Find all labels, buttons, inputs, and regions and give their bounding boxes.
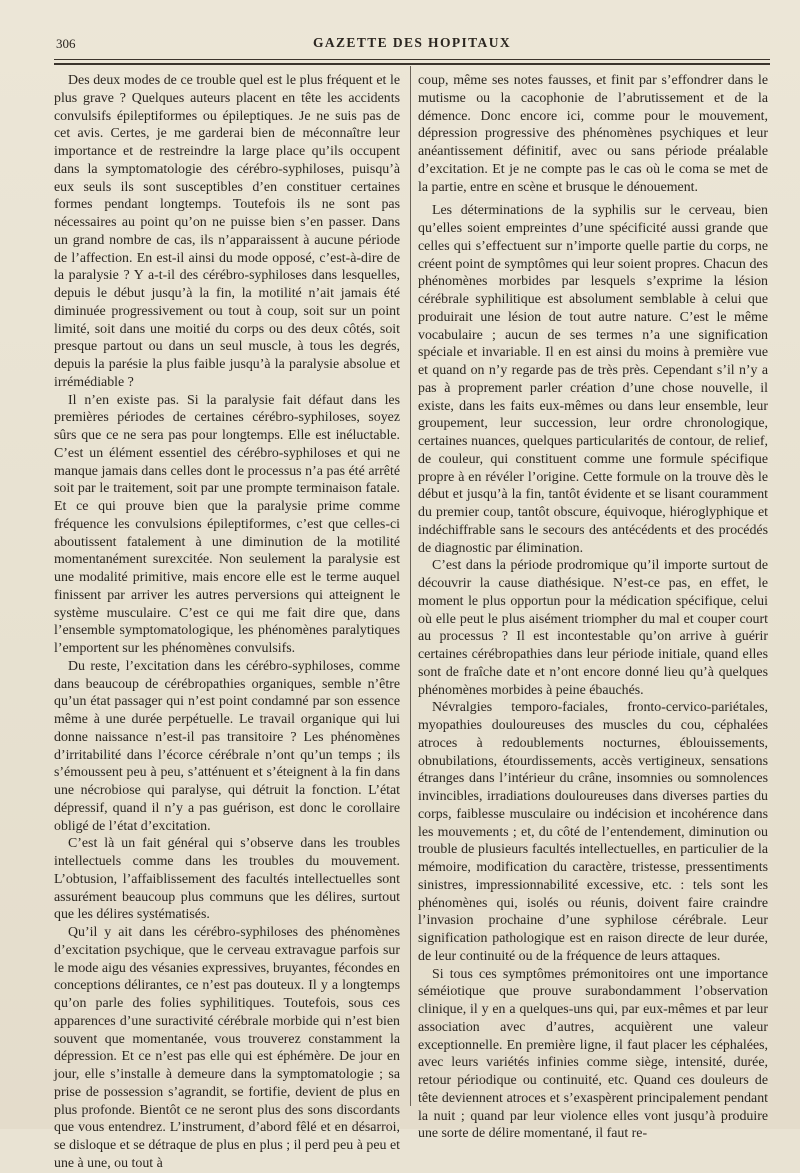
left-column — [54, 72, 400, 1171]
page-number: 306 — [56, 36, 76, 51]
paragraph: Il n’en existe pas. Si la paralysie fait défaut dans les premières périodes de certaines cérébro-syphiloses, soyez sûrs que ce ne sera pas pour longtemps. Elle est inéluctable. C’est un élément essentiel des cérébro-syphiloses et qui ne manque jamais dans celles dont le processus n’a pas été arrêté soit par le traitement, soit par une prompte terminaison fatale. Et ce qui prouve bien que la paralysie prime comme fréquence les convulsions épileptiformes, c’est que celles-ci aboutissent fatalement à une diminution de la motilité momentanément surexcitée. Non seulement la paralysie est une modalité primitive, mais encore elle est le terme auquel finissent par arriver les autres perversions qui atteignent le système musculaire. C’est ce qui me fait dire que, dans l’ensemble symptomatologique, les phénomènes paralytiques l’emportent sur les phénomènes convulsifs. — [54, 392, 400, 656]
journal-title: GAZETTE DES HOPITAUX — [312, 35, 512, 50]
paragraph: coup, même ses notes fausses, et finit par s’effondrer dans le mutisme ou la cacophonie de l’abrutissement et de la démence. Donc encore ici, comme pour le mouvement, dépression progressive des phénomènes psychiques et leur anéantissement définitif, avec ou sans période préalable d’excitation. Et je ne compte pas le cas où le coma se met de la partie, entre en scène et brusque le dénouement. — [418, 73, 768, 195]
paragraph: Les déterminations de la syphilis sur le cerveau, bien qu’elles soient empreintes d’une spécificité aussi grande que celles qui s’effectuent sur n’importe quelle partie du corps, ne créent point de symptômes qui leur soient propres. Chacun des phénomènes morbides par lesquels s’exprime la lésion cérébrale syphilitique est absolument semblable à celui que produirait une lésion de tout autre nature. C’est le même vocabulaire ; aucun de ses termes n’a une signification spéciale et invariable. Il en est ainsi du moins à première vue et quand on n’y regarde pas de très près. Cependant s’il n’y a pas à proprement parler création d’une chose nouvelle, il existe, dans les faits eux-mêmes ou dans leur ensemble, leur groupement, leur succession, leur ordre chronologique, certaines nuances, quelques particularités de contour, de relief, de couleur, qui constituent comme une formule spécifique propre à en révéler l’origine. Cette formule on la trouve dès le début et jusqu’à la fin, tantôt évidente et se lisant couramment du premier coup, tantôt obscure, équivoque, hiéroglyphique et indéchiffrable sans le secours des antécédents et des procédés de diagnostic par élimination. — [418, 203, 768, 556]
right-column — [418, 72, 768, 1142]
paragraph: Névralgies temporo-faciales, fronto-cervico-pariétales, myopathies douloureuses des muscles du cou, céphalées atroces à redoublements nocturnes, éblouissements, obnubilations, étourdissements, accès vertigineux, sensations étranges dans l’intérieur du crâne, insomnies ou somnolences invincibles, irradiations douloureuses dans diverses parties du corps, faiblesse musculaire ou indécision et incohérence dans les mouvements ; et, du côté de l’entendement, diminution ou trouble de plusieurs facultés intellectuelles, en particulier de la mémoire, modification du caractère, tristesse, pressentiments sinistres, impressionnabilité excessive, etc. : tels sont les phénomènes qui, isolés ou réunis, doivent faire craindre l’invasion prochaine d’une syphilose cérébrale. Leur signification pathologique est en raison directe de leur durée, de leur continuité ou de la fréquence de leurs attaques. — [418, 700, 768, 964]
header-rule-double — [54, 63, 770, 65]
paragraph: Si tous ces symptômes prémonitoires ont une importance séméiotique que prouve surabondamment l’observation clinique, il y en a quelques-uns qui, par eux-mêmes et par leur association avec d’autres, acquièrent une valeur exceptionnelle. En première ligne, il faut placer les céphalées, avec leurs variétés infinies comme siège, intensité, durée, retour périodique ou continuité, etc. Quand ces douleurs de tête deviennent atroces et s’exaspèrent principalement pendant la nuit ; quand par leur violence elles vont jusqu’à produire une sorte de délire momentané, il faut re- — [418, 966, 768, 1142]
column-divider — [410, 66, 411, 1106]
paragraph: Du reste, l’excitation dans les cérébro-syphiloses, comme dans beaucoup de cérébropathies organiques, semble n’être qu’un état passager qui n’est point condamné par son essence même à une durée perpétuelle. Le travail organique qui lui donne naissance n’est-il pas transitoire ? Les phénomènes d’irritabilité dans l’écorce cérébrale n’ont qu’un temps ; ils s’émoussent peu à peu, s’atténuent et s’éteignent à la fin dans une nécrobiose qui paralyse, qui détruit la fonction. L’état dépressif, quand il n’y a pas guérison, est donc le corollaire obligé de l’état d’excitation. — [54, 658, 400, 834]
page-header — [54, 34, 770, 54]
header-rule — [54, 59, 770, 60]
paragraph: Des deux modes de ce trouble quel est le plus fréquent et le plus grave ? Quelques auteurs placent en tête les accidents convulsifs épileptiformes ou épileptiques. Je ne suis pas de cet avis. Certes, je me garderai bien de méconnaître leur importance et de restreindre la large place qu’ils occupent dans la symptomatologie des cérébro-syphiloses, puisqu’à eux seuls ils sont susceptibles d’en constituer certaines formes pendant longtemps. Toutefois ils ne sont pas nécessaires au point qu’on ne puisse bien s’en passer. Dans un grand nombre de cas, ils n’apparaissent à aucune période de l’affection. En est-il ainsi du mode opposé, c’est-à-dire de la paralysie ? Y a-t-il des cérébro-syphiloses dans lesquelles, depuis le début jusqu’à la fin, la motilité n’ait jamais été diminuée progressivement ou tout à coup, soit sur un point limité, soit dans une moitié du corps ou des deux côtés, soit presque partout ou dans un seul muscle, à tous les degrés, depuis la parésie la plus faible jusqu’à la paralysie absolue et irrémédiable ? — [54, 73, 400, 390]
paragraph: Qu’il y ait dans les cérébro-syphiloses des phénomènes d’excitation psychique, que le cerveau extravague parfois sur le mode aigu des vésanies expressives, bruyantes, fécondes en conceptions délirantes, ce n’est pas douteux. Il y a longtemps qu’on parle des folies syphilitiques. Toutefois, sous ces apparences d’une suractivité cérébrale morbide qui n’est bien souvent que momentanée, vous trouverez constamment la dépression. Et ce n’est pas elle qui est éphémère. De jour en jour, elle s’installe à demeure dans la symptomatologie ; sa prise de possession s’agrandit, se fortifie, devient de plus en plus profonde. Bientôt ce ne seront plus des sons discordants que vous entendrez. L’instrument, d’abord fêlé et en désarroi, se disloque et se détraque de plus en plus ; il perd peu à peu et une à une, ou tout à — [54, 925, 400, 1171]
paragraph: C’est là un fait général qui s’observe dans les troubles intellectuels comme dans les troubles du mouvement. L’obtusion, l’affaiblissement des facultés intellectuelles sont assurément beaucoup plus communs que les délires, surtout que les délires systématisés. — [54, 836, 400, 923]
paragraph: C’est dans la période prodromique qu’il importe surtout de découvrir la cause diathésique. N’est-ce pas, en effet, le moment le plus opportun pour la médication spécifique, celui où elle peut le plus aisément triompher du mal et couper court au processus ? Il est incontestable qu’on arrive à guérir certaines cérébropathies dans leur période initiale, quand elles sont de fraîche date et n’ont encore donné lieu qu’à quelques phénomènes morbides à peine ébauchés. — [418, 558, 768, 698]
